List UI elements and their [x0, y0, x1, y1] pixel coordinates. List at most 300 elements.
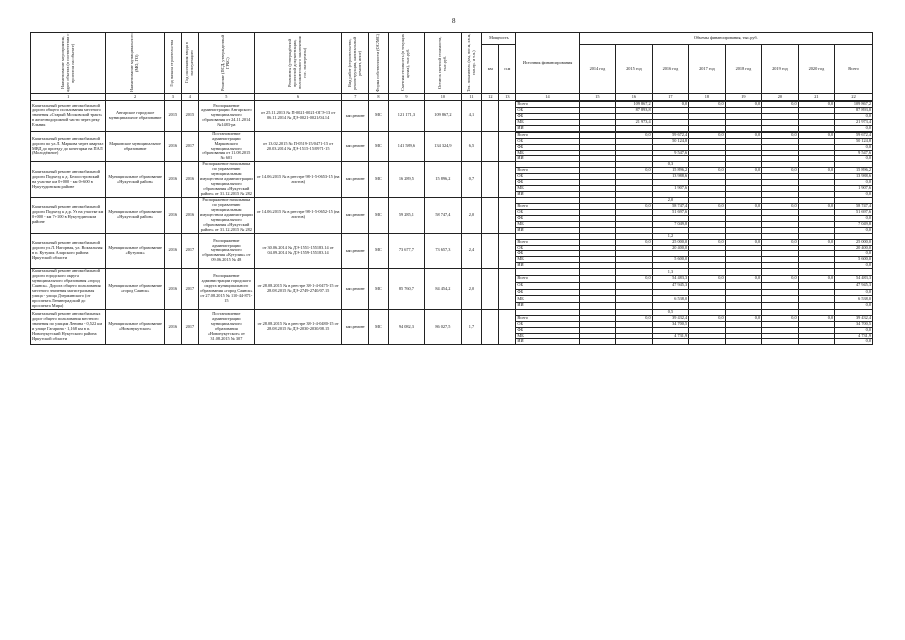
project-ownership: МС — [369, 162, 388, 198]
project-cap-km — [482, 101, 499, 132]
funding-value: 0,0 — [762, 132, 799, 138]
header-estimate: Сметная стоимость (в текущих ценах), тыс.руб. — [400, 34, 411, 92]
funding-value: 0,0 — [798, 132, 835, 138]
project-work-type: кап.ремонт — [342, 162, 369, 198]
project-cap-pm — [499, 131, 516, 162]
project-cap-km — [482, 233, 499, 269]
column-number: 20 — [762, 94, 799, 101]
project-estimate: 121 171,3 — [388, 101, 425, 132]
funding-source: Всего — [516, 239, 579, 245]
column-number: 15 — [579, 94, 616, 101]
column-number: 9 — [388, 94, 425, 101]
project-work-type: кап.ремонт — [342, 269, 369, 310]
column-number: 12 — [482, 94, 499, 101]
project-approval: от 28.08.2015 № в реестре 38-1-4-0480-15 от 28.08.2015 № ДЭ-2030-2030/08.15 — [254, 309, 342, 345]
header-year-2017: 2017 год — [689, 45, 726, 94]
funding-value: 0,0 — [835, 125, 873, 131]
project-decision: Распоряжение администрации городского округа муниципального образования «город Саянск» от 27.08.2015 № 110-44-871-15 — [198, 269, 254, 310]
header-approval: Реквизиты (утверждённой проектной документации, положительного заключения гос. экспертизы) — [287, 36, 308, 90]
funding-value: 25 000,0 — [835, 239, 873, 245]
funding-value — [652, 289, 689, 296]
project-year-start: 2016 — [164, 309, 181, 345]
funding-source: МБ — [516, 150, 579, 156]
funding-value: 0,0 — [725, 102, 762, 108]
project-tech: 2,4 — [461, 233, 482, 269]
funding-value — [798, 282, 835, 289]
funding-value: 0,0 — [835, 303, 873, 310]
funding-source: ФБ — [516, 180, 579, 186]
funding-value: 59 672,4 — [652, 132, 689, 138]
funding-value: 0,0 — [616, 132, 653, 138]
column-number: 2 — [106, 94, 164, 101]
funding-table — [30, 32, 873, 345]
funding-value — [762, 282, 799, 289]
project-year-end: 2017 — [181, 233, 198, 269]
funding-value — [725, 282, 762, 289]
extra-value: 2,0 — [652, 198, 689, 204]
funding-source: ОБ — [516, 321, 579, 327]
funding-value — [725, 303, 762, 310]
funding-spacer — [616, 269, 653, 276]
funding-value — [652, 303, 689, 310]
funding-value: 15 896,2 — [652, 168, 689, 174]
project-remaining: 84 454,2 — [425, 269, 462, 310]
funding-value: 0,0 — [835, 227, 873, 233]
funding-value: 0,0 — [616, 203, 653, 209]
funding-source: ФБ — [516, 251, 579, 257]
funding-value — [616, 303, 653, 310]
column-number: 18 — [689, 94, 726, 101]
column-number: 11 — [461, 94, 482, 101]
column-number: 14 — [516, 94, 579, 101]
project-year-end: 2017 — [181, 269, 198, 310]
funding-source: МБ — [516, 257, 579, 263]
project-remaining: 134 324,9 — [425, 131, 462, 162]
page-number: 8 — [452, 17, 456, 25]
project-cap-km — [482, 309, 499, 345]
project-cap-pm — [499, 198, 516, 234]
project-municipality: Муниципальное образование «город Саянск» — [106, 269, 164, 310]
funding-value: 5 600,0 — [835, 257, 873, 263]
funding-value: 0,0 — [762, 276, 799, 283]
funding-source: Всего — [516, 276, 579, 283]
funding-value — [616, 339, 653, 345]
project-approval: от 14.06.2015 № в реестре 98-1-5-0653-15 (на листов) — [254, 162, 342, 198]
header-municipality: Наименование муниципального (МО, ГО) — [129, 33, 140, 93]
funding-source: ИИ — [516, 227, 579, 233]
funding-value: 0,0 — [798, 239, 835, 245]
funding-value — [579, 296, 616, 303]
funding-source: ОБ — [516, 138, 579, 144]
project-remaining: 86 027,5 — [425, 309, 462, 345]
funding-source: Всего — [516, 132, 579, 138]
funding-spacer — [798, 269, 835, 276]
funding-value — [616, 282, 653, 289]
funding-source: ИИ — [516, 339, 579, 345]
funding-value — [689, 289, 726, 296]
funding-value: 87 893,8 — [835, 107, 873, 113]
project-cap-pm — [499, 309, 516, 345]
funding-value: 1 907,6 — [835, 186, 873, 192]
funding-value: 59 672,4 — [835, 132, 873, 138]
funding-value: 0,0 — [616, 276, 653, 283]
header-ownership: Форма собственности (ОС/МС) — [374, 33, 380, 92]
funding-value: 0,0 — [762, 168, 799, 174]
funding-value: 51 697,6 — [652, 209, 689, 215]
header-decision: Решение (ПСД, утвержденный ГРБС) — [220, 34, 231, 92]
project-year-start: 2016 — [164, 198, 181, 234]
project-tech: 1,7 — [461, 309, 482, 345]
funding-value: 9 547,6 — [835, 150, 873, 156]
project-work-type: кап.ремонт — [342, 198, 369, 234]
funding-value: 0,0 — [798, 276, 835, 283]
funding-value — [616, 296, 653, 303]
funding-value: 0,0 — [616, 315, 653, 321]
funding-source: ИИ — [516, 263, 579, 269]
header-year-start: Год начала строительства — [169, 39, 175, 87]
funding-value: 0,0 — [835, 339, 873, 345]
funding-value: 0,0 — [725, 315, 762, 321]
project-approval: от 25.11.2013 № П-0021-0021-ОГЭ-13 от 06.11.2014 № ДЭ-0021-0021/04.14 — [254, 101, 342, 132]
funding-source: ОБ — [516, 282, 579, 289]
funding-value: 0,0 — [835, 192, 873, 198]
funding-source: ФБ — [516, 327, 579, 333]
project-cap-km — [482, 162, 499, 198]
header-name: Наименование мероприятия, адрес объекта (в соответствии с проектом на объекте) — [59, 33, 75, 93]
header-year-2020: 2020 год — [798, 45, 835, 94]
project-municipality: Ангарское городское муниципальное образование — [106, 101, 164, 132]
project-municipality: Муниципальное образование «Новонукутское» — [106, 309, 164, 345]
funding-value — [798, 339, 835, 345]
funding-value — [762, 303, 799, 310]
funding-spacer — [689, 269, 726, 276]
column-number: 16 — [616, 94, 653, 101]
project-year-start: 2016 — [164, 131, 181, 162]
header-year-end: Год окончания ввода в эксплуатацию — [183, 42, 194, 84]
funding-value: 0,0 — [762, 203, 799, 209]
project-tech: 2,0 — [461, 269, 482, 310]
project-ownership: МС — [369, 233, 388, 269]
funding-value — [579, 289, 616, 296]
project-approval: от 13.02.2015 № П-0519-15/0471-15 от 20.03.2014 № ДЭ-1515-15/0971-15 — [254, 131, 342, 162]
funding-value: 0,0 — [762, 239, 799, 245]
header-year-2015: 2015 год — [616, 45, 653, 94]
funding-value — [725, 339, 762, 345]
funding-value: 0,0 — [616, 168, 653, 174]
funding-source: Всего — [516, 203, 579, 209]
funding-source: ФБ — [516, 113, 579, 119]
project-remaining: 109 867,2 — [425, 101, 462, 132]
funding-value: 0,0 — [835, 144, 873, 150]
funding-value — [762, 296, 799, 303]
column-number: 8 — [369, 94, 388, 101]
funding-source: МБ — [516, 186, 579, 192]
project-work-type: кап.ремонт — [342, 101, 369, 132]
funding-value: 0,0 — [798, 168, 835, 174]
funding-value: 0,0 — [798, 315, 835, 321]
project-municipality: Муниципальное образование «Кутулик» — [106, 233, 164, 269]
funding-value — [689, 339, 726, 345]
funding-source: МБ — [516, 333, 579, 339]
funding-value — [579, 276, 616, 283]
funding-value — [798, 296, 835, 303]
funding-value: 51 697,6 — [835, 209, 873, 215]
funding-value: 87 893,8 — [616, 107, 653, 113]
project-name: Капитальный ремонт автомобильной дороги общего пользования местного значения «Старый Московский тракт» в железнодорожной части через реку Ельник — [31, 101, 106, 132]
funding-source: ОБ — [516, 209, 579, 215]
project-ownership: МС — [369, 101, 388, 132]
funding-value: 0,0 — [689, 132, 726, 138]
project-tech: 0,7 — [461, 162, 482, 198]
project-name: Капитальный ремонт автомобильной дороги городского округа муниципального образования «город Саянск». Дорога общего пользования местного значения магистральная улица - улица Дзержинского (от проспекта Ленинградский до проспекта Мира) — [31, 269, 106, 310]
extra-value: 1,3 — [652, 269, 689, 276]
project-name: Капитальный ремонт автомобильной дороги Подъезд к д. Белоостровский на участке км 0+000 - км 0+600 в Нукутудинском районе — [31, 162, 106, 198]
header-sources: Источник финансирования — [516, 33, 579, 94]
project-approval: от 30.06.2014 № ДЭ-1551-155183.14 от 04.09.2014 № ДЭ-1559-155183.14 — [254, 233, 342, 269]
funding-value: 9 547,6 — [652, 150, 689, 156]
project-estimate: 94 082,3 — [388, 309, 425, 345]
funding-value: 39 432,4 — [652, 315, 689, 321]
funding-value: 20 400,0 — [835, 245, 873, 251]
header-remaining: Остаток сметной стоимости, тыс.руб. — [436, 36, 447, 90]
project-approval: от 28.08.2015 № в реестре 38-1-4-0475-15 от 28.08.2015 № ДЭ-2749-2740/07.15 — [254, 269, 342, 310]
funding-source: ФБ — [516, 289, 579, 296]
funding-value — [579, 282, 616, 289]
funding-value — [725, 296, 762, 303]
funding-source: МБ — [516, 221, 579, 227]
funding-value: 54 483,3 — [652, 276, 689, 283]
funding-value: 47 945,3 — [652, 282, 689, 289]
funding-value: 50 124,8 — [652, 138, 689, 144]
funding-value: 0,0 — [689, 315, 726, 321]
funding-value: 0,0 — [689, 239, 726, 245]
column-number: 22 — [835, 94, 873, 101]
project-estimate: 73 677,7 — [388, 233, 425, 269]
project-year-start: 2015 — [164, 101, 181, 132]
project-ownership: МС — [369, 198, 388, 234]
funding-value: 0,0 — [652, 102, 689, 108]
column-number: 13 — [499, 94, 516, 101]
header-work-type: Вид работ (строительство, реконструкция, капитальный ремонт, иное) — [346, 36, 362, 90]
funding-spacer — [579, 269, 616, 276]
project-work-type: кап.ремонт — [342, 309, 369, 345]
funding-spacer — [762, 269, 799, 276]
project-name: Капитальный ремонт автомобильной дороги ул.Л. Нагорная, ул. Вокзальная в п. Кутулик Аларского района Иркутской области — [31, 233, 106, 269]
project-cap-pm — [499, 233, 516, 269]
project-ownership: МС — [369, 309, 388, 345]
project-estimate: 85 760,7 — [388, 269, 425, 310]
project-estimate: 16 289,5 — [388, 162, 425, 198]
funding-value — [762, 289, 799, 296]
header-tech: Тех. показатель (км, пог.м, кв.м, скв.пр. и т.п.) — [465, 33, 476, 93]
project-ownership: МС — [369, 131, 388, 162]
project-year-start: 2016 — [164, 162, 181, 198]
funding-source: ФБ — [516, 215, 579, 221]
funding-value: 0,0 — [616, 239, 653, 245]
funding-value: 34 700,5 — [835, 321, 873, 327]
project-decision: Распоряжение начальника по управлению муниципальным имуществом администрации муниципального образования «Нукутский район» от 31.12.2015 № 282 — [200, 161, 253, 197]
project-decision: Распоряжение администрации Ангарского муниципального образования от 24.11.2014 №1483-ра — [198, 101, 254, 132]
funding-value: 0,0 — [835, 113, 873, 119]
project-tech: 6,5 — [461, 131, 482, 162]
project-cap-km — [482, 269, 499, 310]
project-year-start: 2016 — [164, 233, 181, 269]
header-cap-pm: п.м — [499, 45, 516, 94]
source-spacer — [516, 269, 579, 276]
funding-value: 6 538,0 — [652, 296, 689, 303]
column-numbers-row — [31, 94, 873, 101]
column-number: 7 — [342, 94, 369, 101]
extra-value: 1,2 — [652, 233, 689, 239]
project-work-type: кап.ремонт — [342, 233, 369, 269]
table-header — [31, 33, 873, 101]
funding-source: Всего — [516, 102, 579, 108]
funding-source: ОБ — [516, 245, 579, 251]
funding-value: 0,0 — [725, 239, 762, 245]
funding-value: 0,0 — [798, 102, 835, 108]
column-number: 3 — [164, 94, 181, 101]
total-spacer — [835, 269, 873, 276]
project-ownership: МС — [369, 269, 388, 310]
funding-source: ИИ — [516, 156, 579, 162]
extra-value: 0,3 — [652, 162, 689, 168]
header-total: Всего — [835, 45, 873, 94]
column-number: 10 — [425, 94, 462, 101]
project-approval: от 14.06.2015 № в реестре 98-1-5-0652-15 (на листов) — [254, 198, 342, 234]
funding-source: ФБ — [516, 144, 579, 150]
project-year-end: 2016 — [181, 198, 198, 234]
project-municipality: Муниципальное образование «Нукутский район» — [106, 198, 164, 234]
project-year-end: 2015 — [181, 101, 198, 132]
project-estimate: 141 589,6 — [388, 131, 425, 162]
funding-value: 0,0 — [725, 168, 762, 174]
project-decision: Распоряжение начальника по управлению муниципальным имуществом администрации муниципального образования «Нукутский район» от 31.12.2015 № 282 — [200, 197, 253, 232]
funding-value: 0,0 — [762, 315, 799, 321]
funding-value: 21 973,4 — [835, 119, 873, 125]
funding-value — [798, 289, 835, 296]
project-year-end: 2017 — [181, 131, 198, 162]
funding-value: 6 538,0 — [835, 296, 873, 303]
column-number: 19 — [725, 94, 762, 101]
project-name: Капитальный ремонт автомобильной дороги Подъезд к д.р. Уз на участке км 0+000 - км 7+100 в Нукутудинском районе — [31, 198, 106, 234]
funding-value — [762, 339, 799, 345]
funding-value — [725, 289, 762, 296]
project-top-row — [31, 269, 873, 276]
project-municipality: Марковское муниципальное образование — [106, 131, 164, 162]
funding-value: 0,0 — [725, 132, 762, 138]
column-number: 17 — [652, 94, 689, 101]
funding-value: 7 049,8 — [835, 221, 873, 227]
funding-value: 58 747,4 — [835, 203, 873, 209]
table-body — [31, 101, 873, 345]
project-work-type: кап.ремонт — [342, 131, 369, 162]
funding-value: 13 988,6 — [835, 174, 873, 180]
funding-value: 39 432,4 — [835, 315, 873, 321]
project-decision: Постановление администрации муниципального образования «Новонукутское» от 31.08.2015 № 307 — [198, 309, 254, 345]
funding-source: ИИ — [516, 192, 579, 198]
funding-source: ОБ — [516, 174, 579, 180]
header-year-2014: 2014 год — [579, 45, 616, 94]
funding-source: Всего — [516, 168, 579, 174]
funding-source: МБ — [516, 119, 579, 125]
project-municipality: Муниципальное образование «Нукутский район» — [106, 162, 164, 198]
project-remaining: 58 747,4 — [425, 198, 462, 234]
extra-value: 0,5 — [652, 309, 689, 315]
header-year-2018: 2018 год — [725, 45, 762, 94]
funding-value: 50 124,8 — [835, 138, 873, 144]
project-year-end: 2017 — [181, 309, 198, 345]
column-number: 5 — [198, 94, 254, 101]
project-name: Капитальный ремонт автомобильной дороги по ул.Л. Маркова через квартал МВД до проезду до кочегарки на ПАЛ (Молодёжное) — [31, 131, 106, 162]
project-cap-pm — [499, 101, 516, 132]
funding-value: 21 973,4 — [616, 119, 653, 125]
project-cap-pm — [499, 162, 516, 198]
funding-value — [579, 303, 616, 310]
header-funding-group: Объемы финансирования, тыс.руб. — [579, 33, 872, 45]
project-tech: 2,0 — [461, 198, 482, 234]
column-number: 1 — [31, 94, 106, 101]
funding-value — [689, 303, 726, 310]
column-number: 4 — [181, 94, 198, 101]
funding-value: 4 731,9 — [652, 333, 689, 339]
funding-value: 0,0 — [835, 263, 873, 269]
project-cap-km — [482, 198, 499, 234]
funding-value — [616, 289, 653, 296]
funding-value: 5 600,0 — [652, 257, 689, 263]
funding-value: 34 700,5 — [652, 321, 689, 327]
funding-source: ИИ — [516, 125, 579, 131]
project-decision: Распоряжение администрации муниципального образования «Кутулик» от 09.06.2015 № 48 — [198, 233, 254, 269]
funding-value — [798, 303, 835, 310]
column-number: 6 — [254, 94, 342, 101]
project-name: Капитальный ремонт автомобильных дорог общего пользования местного значения по улицам Ленина - 0,522 км и улице Гагарина - 1,168 км в п. Новонукутский Нукутского района Иркутской области — [31, 309, 106, 345]
funding-value: 109 867,2 — [616, 102, 653, 108]
funding-value: 20 400,0 — [652, 245, 689, 251]
funding-value: 0,0 — [725, 276, 762, 283]
project-year-end: 2016 — [181, 162, 198, 198]
funding-value: 25 000,0 — [652, 239, 689, 245]
funding-value: 0,0 — [798, 203, 835, 209]
funding-value: 54 483,3 — [835, 276, 873, 283]
funding-value: 0,0 — [835, 251, 873, 257]
funding-value: 4 731,9 — [835, 333, 873, 339]
funding-value: 0,0 — [689, 168, 726, 174]
funding-spacer — [725, 269, 762, 276]
project-remaining: 15 896,2 — [425, 162, 462, 198]
funding-value: 0,0 — [689, 276, 726, 283]
funding-value: 0,0 — [835, 327, 873, 333]
funding-value: 7 049,8 — [652, 221, 689, 227]
funding-value — [579, 339, 616, 345]
funding-value: 13 988,6 — [652, 174, 689, 180]
funding-source: Всего — [516, 315, 579, 321]
funding-value: 0,0 — [762, 102, 799, 108]
project-cap-km — [482, 131, 499, 162]
funding-value: 0,0 — [835, 289, 873, 296]
funding-value: 0,0 — [689, 203, 726, 209]
funding-value — [689, 282, 726, 289]
project-decision: Постановление администрации Марковского муниципального образования от 11.08.2015 № 601 — [198, 131, 254, 162]
funding-value — [689, 296, 726, 303]
project-remaining: 73 657,3 — [425, 233, 462, 269]
funding-value: 0,0 — [835, 180, 873, 186]
funding-value: 109 867,2 — [835, 102, 873, 108]
funding-value: 47 945,3 — [835, 282, 873, 289]
header-capacity: Мощность — [482, 33, 516, 45]
header-year-2016: 2016 год — [652, 45, 689, 94]
project-tech: 4,1 — [461, 101, 482, 132]
funding-value: 0,0 — [725, 203, 762, 209]
